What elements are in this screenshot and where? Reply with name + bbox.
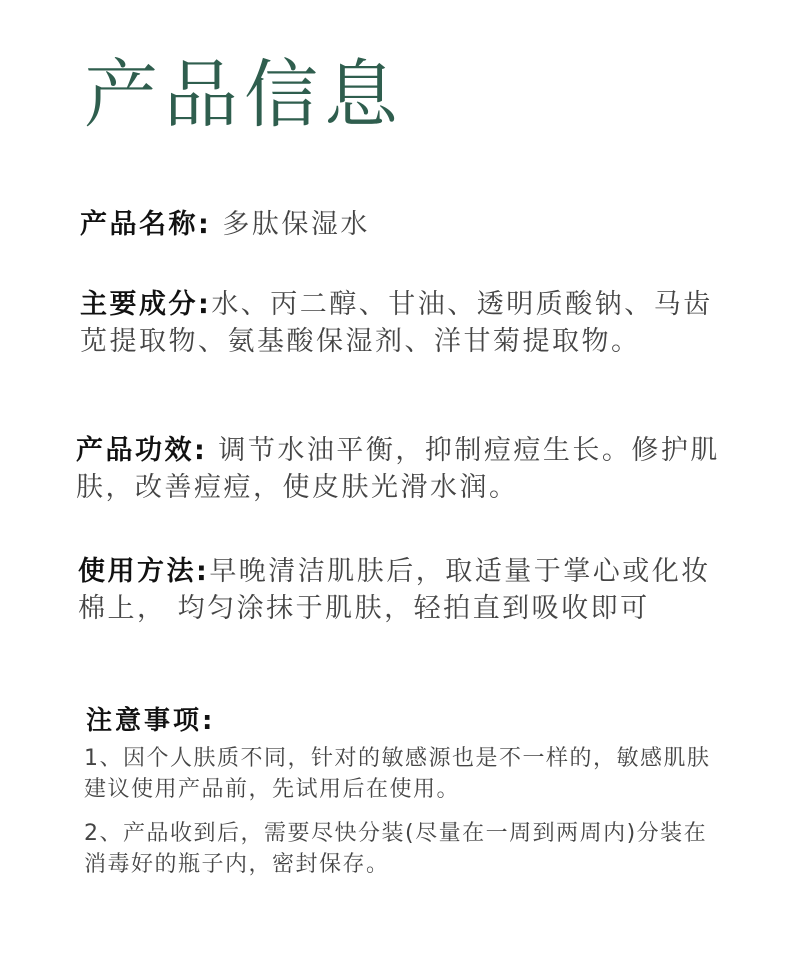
ingredients-value: 水、丙二醇、甘油、透明质酸钠、马齿苋提取物、氨基酸保湿剂、洋甘菊提取物。 <box>80 289 713 357</box>
usage-section <box>78 553 728 627</box>
usage-label: 使用方法: <box>78 556 210 587</box>
ingredients-section <box>80 286 730 360</box>
effect-value: 调节水油平衡，抑制痘痘生长。修护肌肤，改善痘痘，使皮肤光滑水润。 <box>76 435 720 503</box>
page-title: 产品信息 <box>84 52 404 138</box>
product-name-label: 产品名称: <box>80 209 212 240</box>
effect-label: 产品功效: <box>76 435 208 466</box>
effect-section <box>76 432 726 506</box>
product-name-section <box>80 206 730 243</box>
usage-value: 早晚清洁肌肤后，取适量于掌心或化妆棉上， 均匀涂抹于肌肤，轻拍直到吸收即可 <box>78 556 711 624</box>
note-item: 1、因个人肤质不同，针对的敏感源也是不一样的，敏感肌肤建议使用产品前，先试用后在使用。 <box>84 746 711 802</box>
ingredients-label: 主要成分: <box>80 289 212 320</box>
notes-title: 注意事项: <box>86 706 216 736</box>
note-item: 2、产品收到后，需要尽快分装(尽量在一周到两周内)分装在消毒好的瓶子内，密封保存。 <box>84 821 708 877</box>
product-name-value: 多肽保湿水 <box>222 209 370 240</box>
